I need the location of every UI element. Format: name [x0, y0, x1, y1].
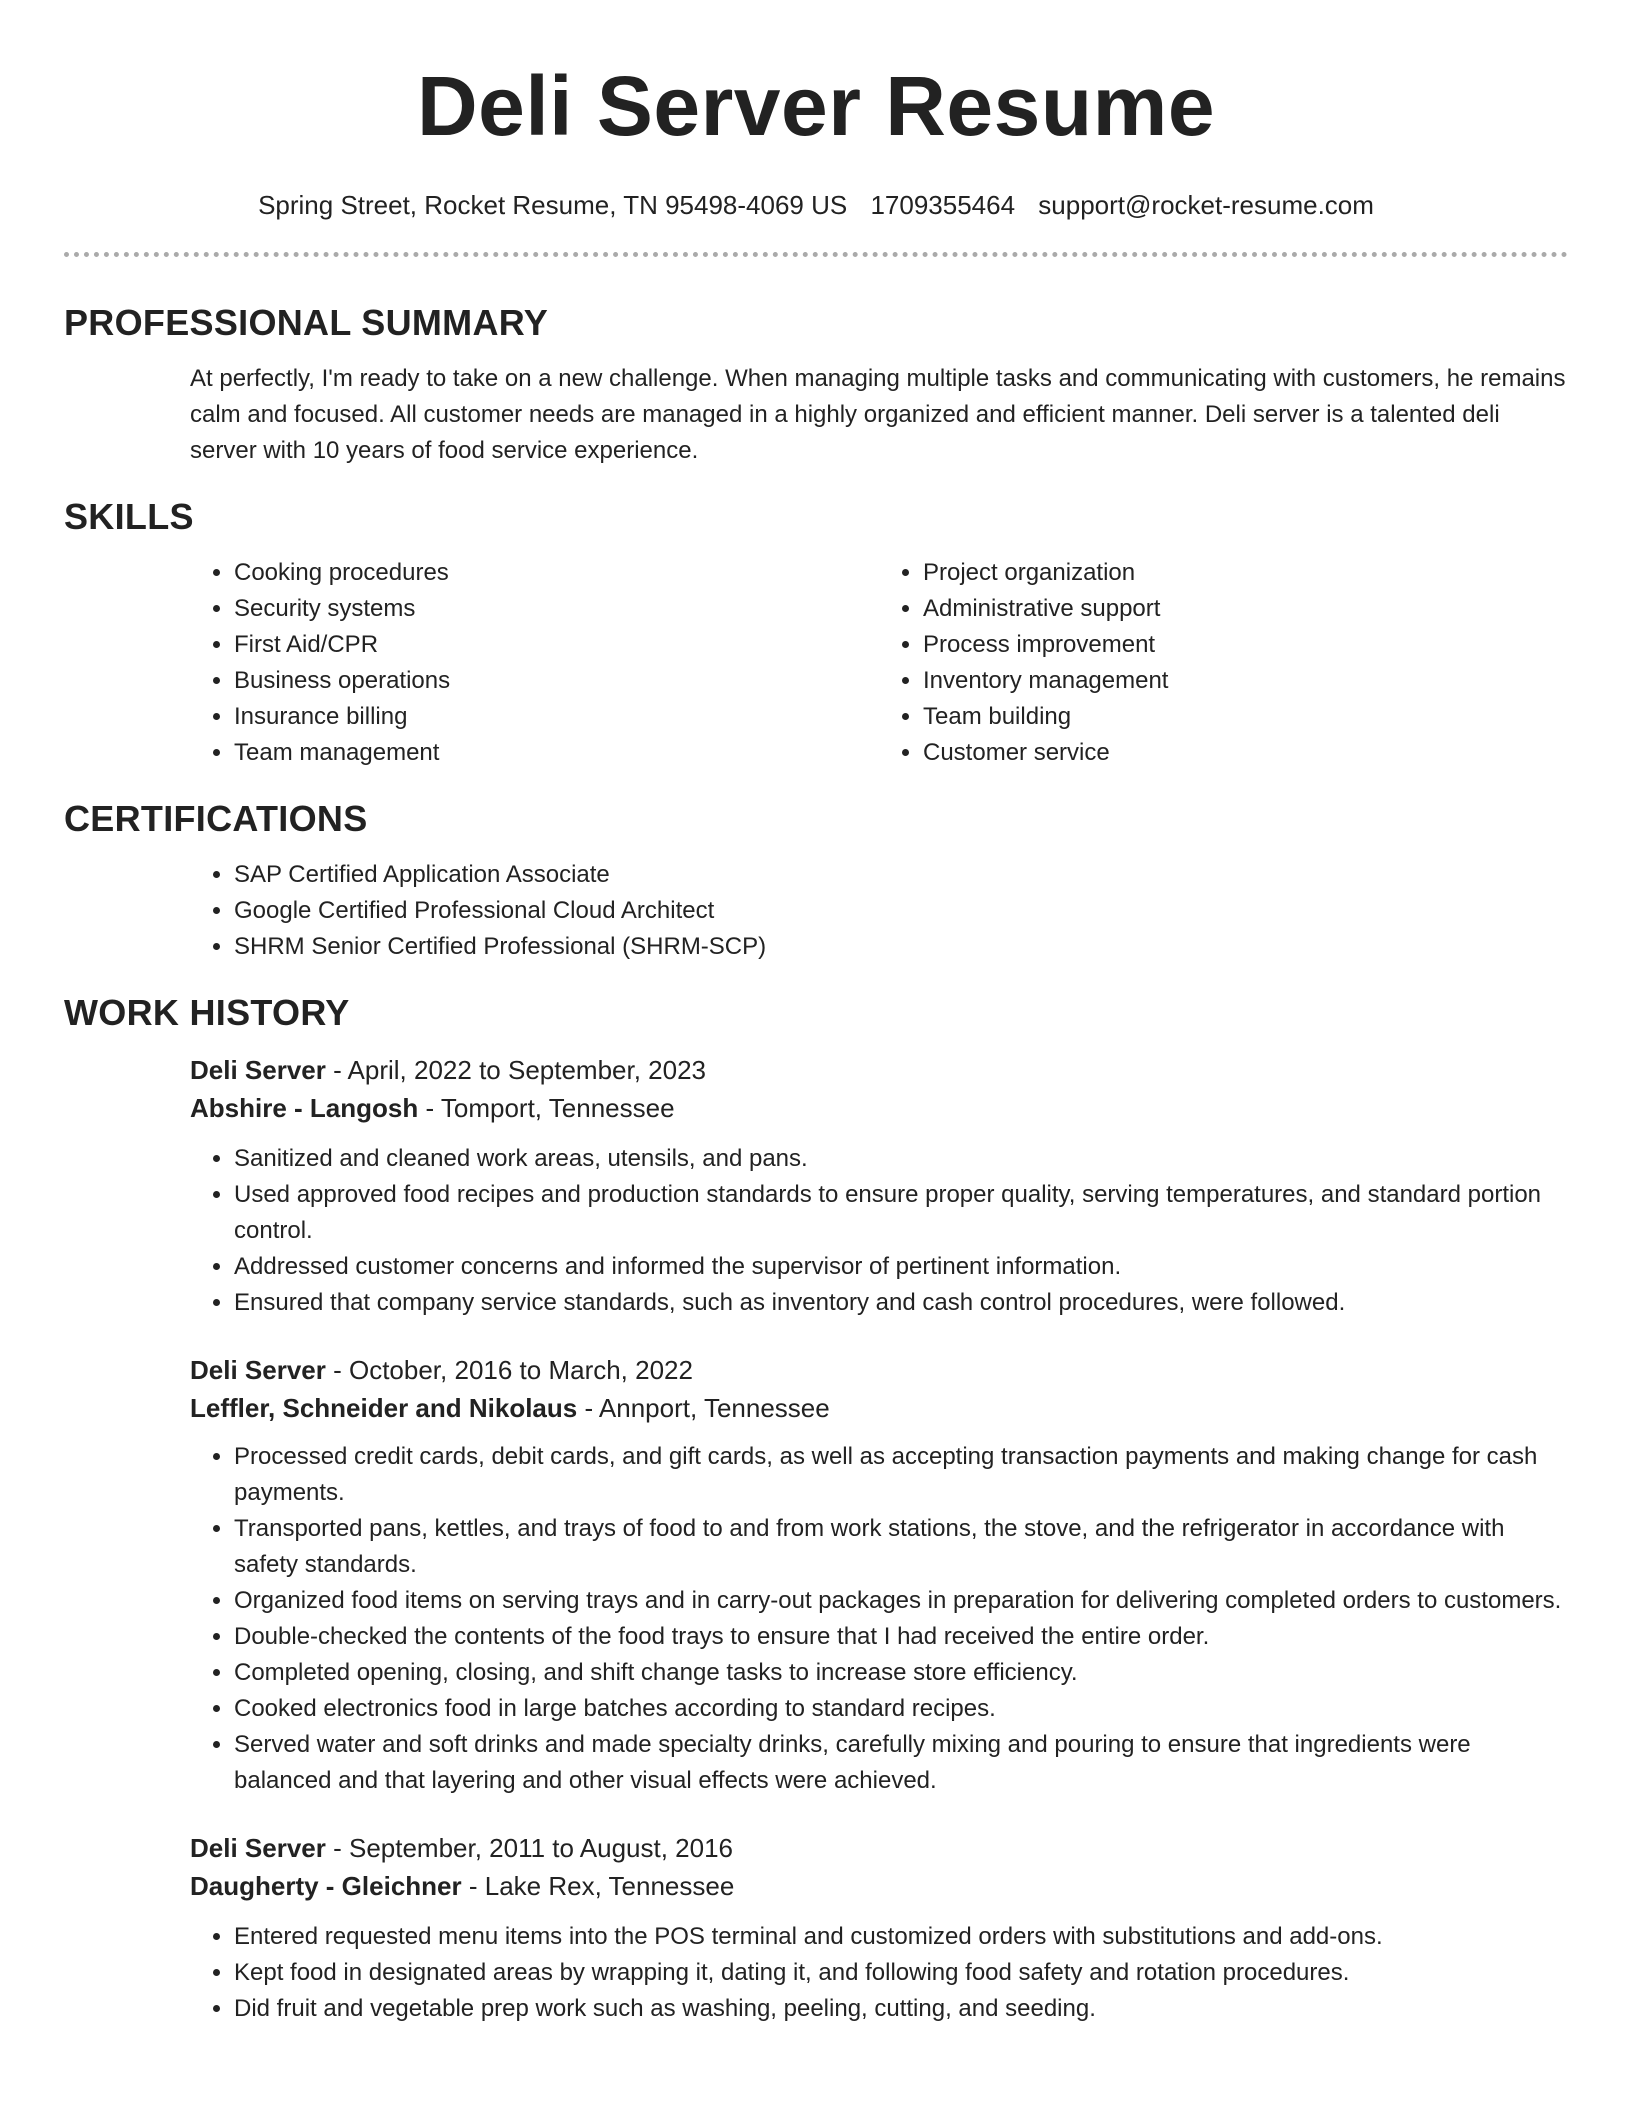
job-bullet: • Transported pans, kettles, and trays of food to and from work stations, the stove, and the refrigerator in accordance with safety standards. [234, 1511, 1568, 1583]
job-title-line [190, 1829, 1568, 1867]
skill-item: • Security systems [234, 591, 879, 627]
job-location: - Tomport, Tennessee [418, 1093, 675, 1123]
job-bullet: • Addressed customer concerns and informed the supervisor of pertinent information. [234, 1249, 1568, 1285]
job-location: - Annport, Tennessee [577, 1393, 830, 1423]
skill-item: • Customer service [923, 735, 1568, 771]
skill-item: • Cooking procedures [234, 555, 879, 591]
certification-item: • Google Certified Professional Cloud Architect [234, 893, 1568, 929]
job-bullet: • Completed opening, closing, and shift change tasks to increase store efficiency. [234, 1655, 1568, 1691]
skill-item: • First Aid/CPR [234, 627, 879, 663]
skill-item: • Team management [234, 735, 879, 771]
job-title-line [190, 1051, 1568, 1089]
job-company: Daugherty - Gleichner [190, 1871, 462, 1901]
contact-line [64, 188, 1568, 222]
summary-section [64, 301, 1568, 469]
job-bullets [190, 1919, 1568, 2027]
job-title: Deli Server [190, 1055, 326, 1085]
job-title: Deli Server [190, 1833, 326, 1863]
skill-item: • Administrative support [923, 591, 1568, 627]
job-bullet: • Kept food in designated areas by wrapping it, dating it, and following food safety and rotation procedures. [234, 1955, 1568, 1991]
job-bullet: • Entered requested menu items into the POS terminal and customized orders with substitutions and add-ons. [234, 1919, 1568, 1955]
resume-title: Deli Server Resume [416, 59, 1216, 153]
certifications-section [64, 797, 1568, 965]
job-entry [64, 1351, 1568, 1799]
job-bullet: • Sanitized and cleaned work areas, utensils, and pans. [234, 1141, 1568, 1177]
job-bullets [190, 1141, 1568, 1321]
skills-list-right [879, 555, 1568, 771]
job-entry [64, 1829, 1568, 2027]
summary-heading: PROFESSIONAL SUMMARY [64, 302, 549, 343]
job-location: - Lake Rex, Tennessee [461, 1871, 735, 1901]
job-title: Deli Server [190, 1355, 326, 1385]
job-bullet: • Did fruit and vegetable prep work such as washing, peeling, cutting, and seeding. [234, 1991, 1568, 2027]
skills-section [64, 495, 1568, 771]
job-bullet: • Used approved food recipes and production standards to ensure proper quality, serving temperatures, and standard portion control. [234, 1177, 1568, 1249]
job-company: Abshire - Langosh [190, 1093, 419, 1123]
job-bullet: • Double-checked the contents of the food trays to ensure that I had received the entire order. [234, 1619, 1568, 1655]
job-dates: - September, 2011 to August, 2016 [325, 1833, 734, 1863]
summary-text: At perfectly, I'm ready to take on a new challenge. When managing multiple tasks and communicating with customers, he remains calm and focused. All customer needs are managed in a highly organized and efficient manner. Deli server is a talented deli server with 10 years of food service experience. [190, 365, 1566, 464]
work-history-heading: WORK HISTORY [64, 992, 350, 1033]
job-bullet: • Ensured that company service standards, such as inventory and cash control procedures, were followed. [234, 1285, 1568, 1321]
work-history-section [64, 991, 1568, 2027]
job-company: Leffler, Schneider and Nikolaus [190, 1393, 578, 1423]
job-bullet: • Processed credit cards, debit cards, and gift cards, as well as accepting transaction payments and making change for cash payments. [234, 1439, 1568, 1511]
skill-item: • Insurance billing [234, 699, 879, 735]
summary-body [64, 361, 1568, 469]
skill-item: • Inventory management [923, 663, 1568, 699]
skill-item: • Team building [923, 699, 1568, 735]
skill-item: • Project organization [923, 555, 1568, 591]
certification-item: • SHRM Senior Certified Professional (SHRM-SCP) [234, 929, 1568, 965]
contact-phone: 1709355464 [870, 190, 1016, 220]
job-company-line [190, 1867, 1568, 1905]
job-company-line [190, 1389, 1568, 1427]
certifications-list [190, 857, 1568, 965]
certification-item: • SAP Certified Application Associate [234, 857, 1568, 893]
job-bullet: • Organized food items on serving trays and in carry-out packages in preparation for delivering completed orders to customers. [234, 1583, 1568, 1619]
job-bullet: • Served water and soft drinks and made specialty drinks, carefully mixing and pouring to ensure that ingredients were balanced and that layering and other visual effects were achieved. [234, 1727, 1568, 1799]
job-bullets [190, 1439, 1568, 1799]
job-dates: - April, 2022 to September, 2023 [325, 1055, 707, 1085]
contact-address: Spring Street, Rocket Resume, TN 95498-4069 US [258, 190, 848, 220]
header-divider [64, 252, 1568, 257]
skills-heading: SKILLS [64, 496, 194, 537]
job-dates: - October, 2016 to March, 2022 [325, 1355, 693, 1385]
job-bullet: • Cooked electronics food in large batches according to standard recipes. [234, 1691, 1568, 1727]
certifications-heading: CERTIFICATIONS [64, 798, 368, 839]
skill-item: • Process improvement [923, 627, 1568, 663]
job-company-line [190, 1089, 1568, 1127]
skills-columns [64, 555, 1568, 771]
job-title-line [190, 1351, 1568, 1389]
job-entry [64, 1051, 1568, 1321]
skills-list-left [190, 555, 879, 771]
contact-email: support@rocket-resume.com [1038, 190, 1374, 220]
skill-item: • Business operations [234, 663, 879, 699]
certifications-body [64, 857, 1568, 965]
